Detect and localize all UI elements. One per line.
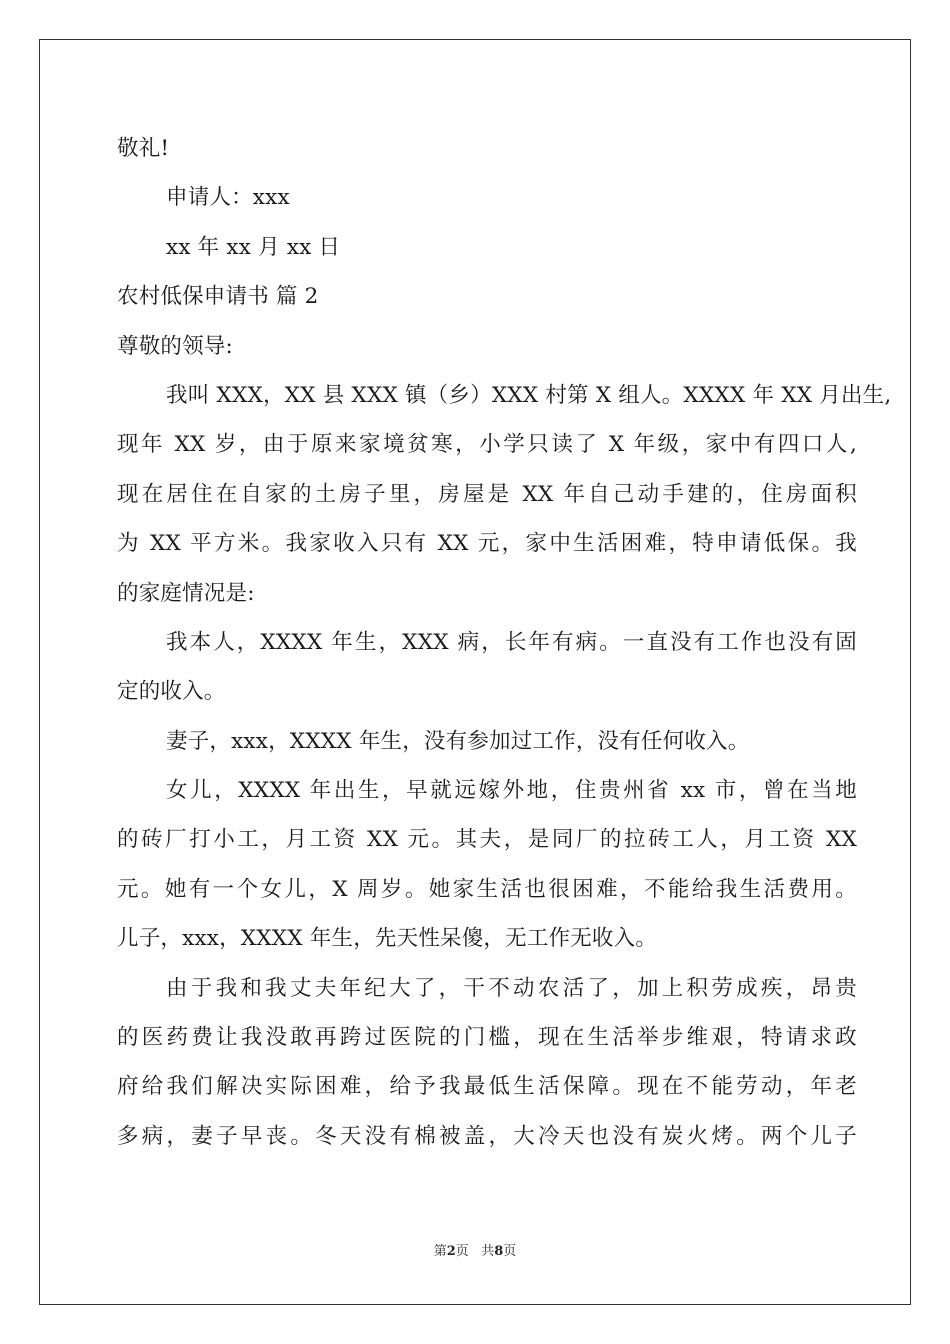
text-line: 敬礼! (117, 136, 170, 161)
text-line: 为 XX 平方米。我家收入只有 XX 元，家中生活困难，特申请低保。我 (117, 531, 857, 557)
footer-page-number: 2 (446, 1244, 456, 1259)
text-line: 多病，妻子早丧。冬天没有棉被盖，大冷天也没有炭火烤。两个儿子 (117, 1123, 857, 1149)
footer-total-pages: 8 (494, 1244, 504, 1259)
text-line: 的砖厂打小工，月工资 XX 元。其夫，是同厂的拉砖工人，月工资 XX (117, 827, 857, 853)
text-line: 我本人，XXXX 年生，XXX 病，长年有病。一直没有工作也没有固 (166, 629, 857, 655)
text-line: 女儿，XXXX 年出生，早就远嫁外地，住贵州省 xx 市，曾在当地 (166, 778, 857, 804)
text-line: 的医药费让我没敢再跨过医院的门槛，现在生活举步维艰，特请求政 (117, 1025, 857, 1051)
footer-total-suffix: 页 (503, 1244, 517, 1259)
text-line: 现年 XX 岁，由于原来家境贫寒，小学只读了 X 年级，家中有四口人, (117, 432, 857, 458)
footer-page-prefix: 第 (433, 1244, 447, 1259)
text-line: 我叫 XXX，XX 县 XXX 镇（乡）XXX 村第 X 组人。XXXX 年 XX 月出生, (166, 382, 892, 408)
text-line: 妻子，xxx，XXXX 年生，没有参加过工作，没有任何收入。 (166, 728, 750, 754)
section-title: 农村低保申请书 篇 2 (117, 284, 319, 310)
text-line: 由于我和我丈夫年纪大了，干不动农活了，加上积劳成疾，昂贵 (166, 975, 857, 1001)
salutation: 尊敬的领导: (117, 333, 233, 359)
footer-page-suffix: 页 (455, 1244, 469, 1259)
page-footer (0, 1240, 950, 1259)
text-line: xx 年 xx 月 xx 日 (166, 234, 341, 260)
text-line: 儿子，xxx，XXXX 年生，先天性呆傻，无工作无收入。 (117, 926, 658, 952)
document-body (117, 124, 892, 1161)
text-line: 申请人：xxx (166, 185, 290, 211)
text-line: 府给我们解决实际困难，给予我最低生活保障。现在不能劳动，年老 (117, 1074, 857, 1100)
text-line: 元。她有一个女儿，X 周岁。她家生活也很困难，不能给我生活费用。 (117, 876, 857, 902)
text-line: 现在居住在自家的土房子里，房屋是 XX 年自己动手建的，住房面积 (117, 481, 857, 507)
text-line: 的家庭情况是: (117, 580, 255, 606)
footer-total-prefix: 共 (481, 1244, 495, 1259)
text-line: 定的收入。 (117, 679, 226, 705)
